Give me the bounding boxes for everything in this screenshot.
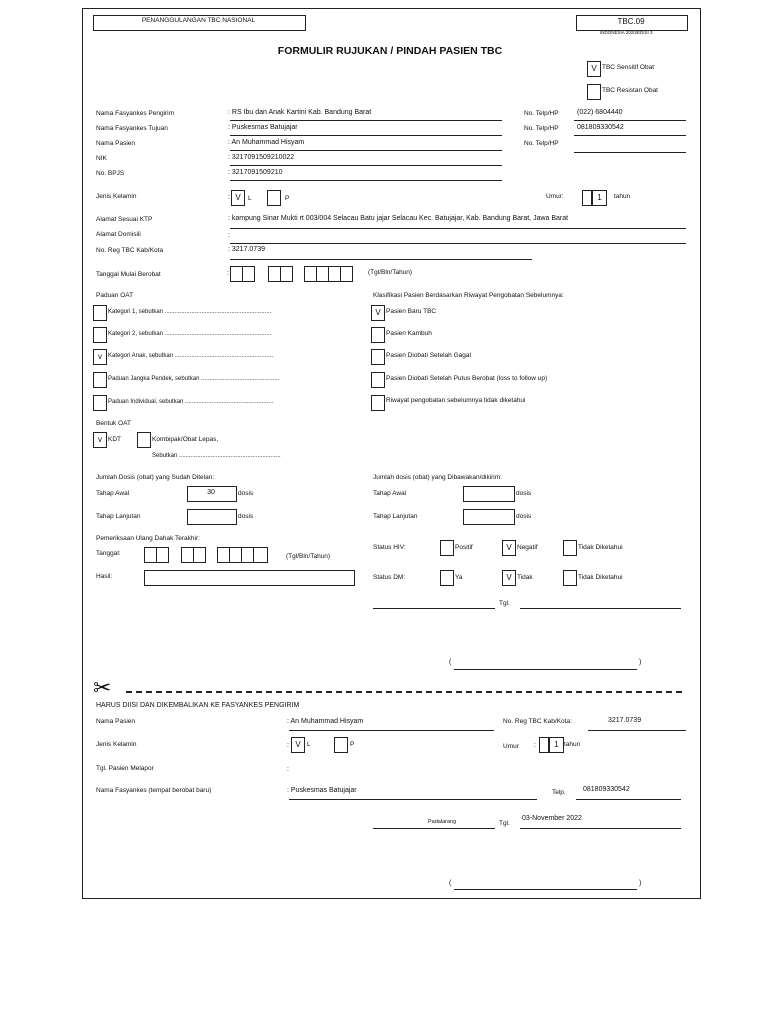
dm-no-label: Tidak (517, 574, 533, 581)
return-name-field[interactable]: : An Muhammad Hisyam (287, 718, 364, 725)
doses-taken-initial-label: Tahap Awal (96, 490, 130, 497)
dm-no-checkbox[interactable]: V (502, 570, 516, 586)
class-relapse-checkbox[interactable] (371, 327, 385, 343)
hiv-unknown-checkbox[interactable] (563, 540, 577, 556)
patient-name-value: An Muhammad Hisyam (231, 139, 305, 146)
return-age-unit: tahun (564, 741, 581, 748)
sender-facility-line (230, 120, 502, 121)
hiv-negative-checkbox[interactable]: V (502, 540, 516, 556)
phone-line-3 (574, 152, 686, 153)
label-target-facility: Nama Fasyankes Tujuan (96, 125, 168, 132)
signature1-tgl-label: Tgl. (499, 600, 510, 607)
doses-sent-initial-unit: dosis (516, 490, 532, 497)
ktp-address-line (230, 228, 686, 229)
dm-yes-label: Ya (455, 574, 463, 581)
gender-female-checkbox[interactable] (267, 190, 281, 206)
regimen-short-label: Paduan Jangka Pendek, sebutkan ............................................... (108, 376, 280, 382)
return-report-label: Tgl. Pasien Melapor (96, 765, 154, 772)
kdt-checkbox[interactable]: v (93, 432, 107, 448)
dm-unknown-checkbox[interactable] (563, 570, 577, 586)
tb-resistant-checkbox[interactable] (587, 84, 601, 100)
doses-taken-initial-unit: dosis (238, 490, 254, 497)
gender-male-label: L (248, 195, 252, 202)
patient-name-field[interactable]: : An Muhammad Hisyam (228, 139, 305, 146)
return-report-field[interactable]: : (287, 766, 289, 773)
gender-male-checkbox[interactable]: V (231, 190, 245, 206)
doses-sent-title: Jumlah dosis (obat) yang Dibawakan/dikirim: (373, 474, 502, 481)
gender-colon: : (228, 194, 230, 201)
place-line-1 (373, 608, 495, 609)
dm-unknown-label: Tidak Diketahui (578, 574, 623, 581)
phone-label-1: No. Telp/HP (524, 110, 559, 117)
return-tgl-line (520, 828, 681, 829)
nik-field[interactable]: : 3217091509210022 (228, 154, 295, 161)
program-name: PENANGGULANGAN TBC NASIONAL (141, 17, 256, 24)
hiv-positive-label: Positif (455, 544, 473, 551)
return-female-checkbox[interactable] (334, 737, 348, 753)
tb-sensitive-checkbox[interactable]: V (587, 61, 601, 77)
patient-name-line (230, 150, 502, 151)
class-ltfu-checkbox[interactable] (371, 372, 385, 388)
return-name-value: An Muhammad Hisyam (290, 718, 364, 725)
form-title: FORMULIR RUJUKAN / PINDAH PASIEN TBC (277, 45, 503, 57)
doses-sent-follow-unit: dosis (516, 513, 532, 520)
doses-sent-initial-input[interactable] (463, 486, 515, 502)
class-failure-label: Pasien Diobati Setelah Gagal (386, 352, 471, 359)
return-reg-label: No. Reg TBC Kab/Kota: (503, 718, 572, 725)
ktp-address-field[interactable]: : kampung Sinar Mukti rt 003/004 Selacau Batu jajar Selacau Kec. Batujajar, Kab. Bandung Barat, Jawa Barat (228, 215, 569, 222)
regimen-cat2-label: Kategori 2, sebutkan ................................................................ (108, 331, 272, 337)
doses-taken-follow-unit: dosis (238, 513, 254, 520)
classification-title: Klasifikasi Pasien Berdasarkan Riwayat Pengobatan Sebelumnya: (373, 292, 564, 299)
dm-yes-checkbox[interactable] (440, 570, 454, 586)
start-month-box-2[interactable] (280, 266, 293, 282)
return-name-open: ( (449, 880, 452, 887)
regimen-title: Paduan OAT (96, 292, 134, 299)
sputum-month-box-2[interactable] (193, 547, 206, 563)
edition-note: INDONESIA 2020/EDISI 3 (600, 30, 653, 35)
return-age-value[interactable]: 1 (549, 737, 564, 753)
phone-label-3: No. Telp/HP (524, 140, 559, 147)
tb-resistant-label: TBC Resistan Obat (602, 87, 658, 94)
kombipak-label: Kombipak/Obat Lepas, (152, 436, 219, 443)
class-new-label: Pasien Baru TBC (386, 308, 437, 315)
return-telp-value[interactable]: 081809330542 (583, 786, 630, 793)
return-age-label: Umur (503, 743, 519, 750)
hiv-positive-checkbox[interactable] (440, 540, 454, 556)
label-domicile: Alamat Domisili (96, 231, 141, 238)
nik-value: 3217091509210022 (231, 154, 295, 161)
domicile-line (230, 243, 686, 244)
doses-taken-follow-input[interactable] (187, 509, 237, 525)
return-female-label: P (350, 741, 355, 748)
return-name-close: ) (639, 880, 642, 887)
label-sender-facility: Nama Fasyankes Pengirim (96, 110, 175, 117)
regimen-cat1-label: Kategori 1, sebutkan ................................................................ (108, 309, 272, 315)
sputum-title: Pemeriksaan Ulang Dahak Terakhir: (96, 535, 200, 542)
hiv-negative-label: Negatif (517, 544, 538, 551)
target-facility-value: Puskesmas Batujajar (231, 124, 298, 131)
start-date-colon: : (227, 270, 229, 277)
gender-female-label: P (285, 195, 290, 202)
class-unknown-checkbox[interactable] (371, 395, 385, 411)
signature1-name-close: ) (639, 659, 642, 666)
sputum-result-label: Hasil: (96, 573, 113, 580)
phone-line-1 (574, 120, 686, 121)
sputum-date-format: (Tgl/Bln/Tahun) (286, 553, 331, 560)
return-facility-line (289, 799, 537, 800)
return-telp-label: Telp. (552, 789, 566, 796)
phone-label-2: No. Telp/HP (524, 125, 559, 132)
reg-number-line (230, 259, 532, 260)
regimen-cat1-checkbox[interactable] (93, 305, 107, 321)
domicile-field[interactable]: : (228, 232, 230, 239)
bpjs-line (230, 180, 502, 181)
sender-facility-field[interactable]: : RS Ibu dan Anak Kartini Kab. Bandung Barat (228, 109, 372, 116)
tb-sensitive-label: TBC Sensitif Obat (602, 64, 655, 71)
phone-value-2[interactable]: 081809330542 (577, 124, 624, 131)
label-gender: Jenis Kelamin (96, 193, 137, 200)
return-slip-title: HARUS DIISI DAN DIKEMBALIKAN KE FASYANKES PENGIRIM (96, 702, 300, 709)
target-facility-field[interactable]: : Puskesmas Batujajar (228, 124, 298, 131)
return-male-label: L (307, 741, 311, 748)
target-facility-line (230, 135, 502, 136)
start-day-box-2[interactable] (242, 266, 255, 282)
label-bpjs: No. BPJS (96, 170, 125, 177)
bpjs-value: 3217091509210 (231, 169, 283, 176)
regimen-short-checkbox[interactable] (93, 372, 107, 388)
class-ltfu-label: Pasien Diobati Setelah Putus Berobat (loss to follow up) (386, 375, 548, 382)
form-code: TBC.09 (617, 17, 645, 26)
hiv-unknown-label: Tidak Diketahui (578, 544, 623, 551)
return-name-line (289, 730, 494, 731)
return-facility-value: Puskesmas Batujajar (290, 787, 357, 794)
return-gender-colon: : (287, 742, 289, 749)
sputum-year-box-4[interactable] (253, 547, 268, 563)
oat-form-title: Bentuk OAT (96, 420, 131, 427)
nik-line (230, 165, 502, 166)
start-date-format: (Tgl/Bln/Tahun) (368, 269, 413, 276)
bpjs-field[interactable]: : 3217091509210 (228, 169, 283, 176)
doses-taken-title: Jumlah Dosis (obat) yang Sudah Ditelan: (96, 474, 215, 481)
return-place-line (373, 828, 495, 829)
ktp-address-value: kampung Sinar Mukti rt 003/004 Selacau Batu jajar Selacau Kec. Batujajar, Kab. Bandung Barat, Jawa Barat (231, 215, 569, 222)
cut-dashed-line (126, 691, 682, 693)
kdt-label: KDT (108, 436, 121, 443)
age-unit: tahun (614, 193, 631, 200)
scissors-icon: ✂ (93, 675, 112, 700)
return-tgl-label: Tgl. (499, 820, 510, 827)
doses-sent-initial-label: Tahap Awal (373, 490, 407, 497)
return-name-label: Nama Pasien (96, 718, 136, 725)
doses-sent-follow-input[interactable] (463, 509, 515, 525)
reg-number-value: 3217.0739 (231, 246, 265, 253)
reg-number-field[interactable]: : 3217.0739 (228, 246, 265, 253)
signature1-name-open: ( (449, 659, 452, 666)
phone-line-2 (574, 135, 686, 136)
label-nik: NIK (96, 155, 107, 162)
dm-label: Status DM: (373, 574, 406, 581)
class-unknown-label: Riwayat pengobatan sebelumnya tidak diketahui (386, 397, 526, 404)
return-age-colon: : (534, 742, 536, 749)
class-relapse-label: Pasien Kambuh (386, 330, 432, 337)
label-start-date: Tanggal Mulai Berobat (96, 271, 161, 278)
return-reg-value[interactable]: 3217.0739 (608, 717, 642, 724)
label-age: Umur: (546, 193, 564, 200)
phone-value-1[interactable]: (022) 6804440 (577, 109, 623, 116)
regimen-individual-label: Paduan Individual, sebutkan ..................................................... (108, 399, 274, 405)
return-age-prefix-box (539, 737, 549, 753)
regimen-child-checkbox[interactable]: v (93, 349, 107, 365)
sender-facility-value: RS Ibu dan Anak Kartini Kab. Bandung Barat (231, 109, 372, 116)
return-facility-label: Nama Fasyankes (tempat berobat baru) (96, 787, 212, 794)
doses-sent-follow-label: Tahap Lanjutan (373, 513, 418, 520)
return-male-checkbox[interactable]: V (291, 737, 305, 753)
sputum-date-label: Tanggal: (96, 550, 121, 557)
date-line-1 (520, 608, 681, 609)
regimen-child-label: Kategori Anak, sebutkan ........................................................... (108, 353, 274, 359)
return-signature-line[interactable] (454, 889, 637, 890)
return-tgl-value[interactable]: 03-November 2022 (522, 815, 582, 822)
return-facility-field[interactable]: : Puskesmas Batujajar (287, 787, 357, 794)
label-reg-number: No. Reg TBC Kab/Kota (96, 247, 164, 254)
age-value[interactable]: 1 (592, 190, 607, 206)
class-new-checkbox[interactable]: V (371, 305, 385, 321)
return-telp-line (576, 799, 681, 800)
regimen-cat2-checkbox[interactable] (93, 327, 107, 343)
label-ktp-address: Alamat Sesuai KTP (96, 216, 153, 223)
label-patient-name: Nama Pasien (96, 140, 136, 147)
sputum-day-box-2[interactable] (156, 547, 169, 563)
regimen-individual-checkbox[interactable] (93, 395, 107, 411)
return-reg-line (588, 730, 686, 731)
doses-taken-initial-value: 30 (207, 489, 215, 496)
return-gender-label: Jenis Kelamin (96, 741, 137, 748)
sputum-result-input[interactable] (144, 570, 355, 586)
return-place[interactable]: Padalarang (428, 819, 457, 825)
class-failure-checkbox[interactable] (371, 349, 385, 365)
signature1-name-line[interactable] (454, 669, 637, 670)
kombipak-specify: Sebutkan ............................................................. (152, 453, 281, 459)
start-year-box-4[interactable] (340, 266, 353, 282)
doses-taken-follow-label: Tahap Lanjutan (96, 513, 141, 520)
hiv-label: Status HIV: (373, 544, 406, 551)
kombipak-checkbox[interactable] (137, 432, 151, 448)
age-prefix-box (582, 190, 592, 206)
